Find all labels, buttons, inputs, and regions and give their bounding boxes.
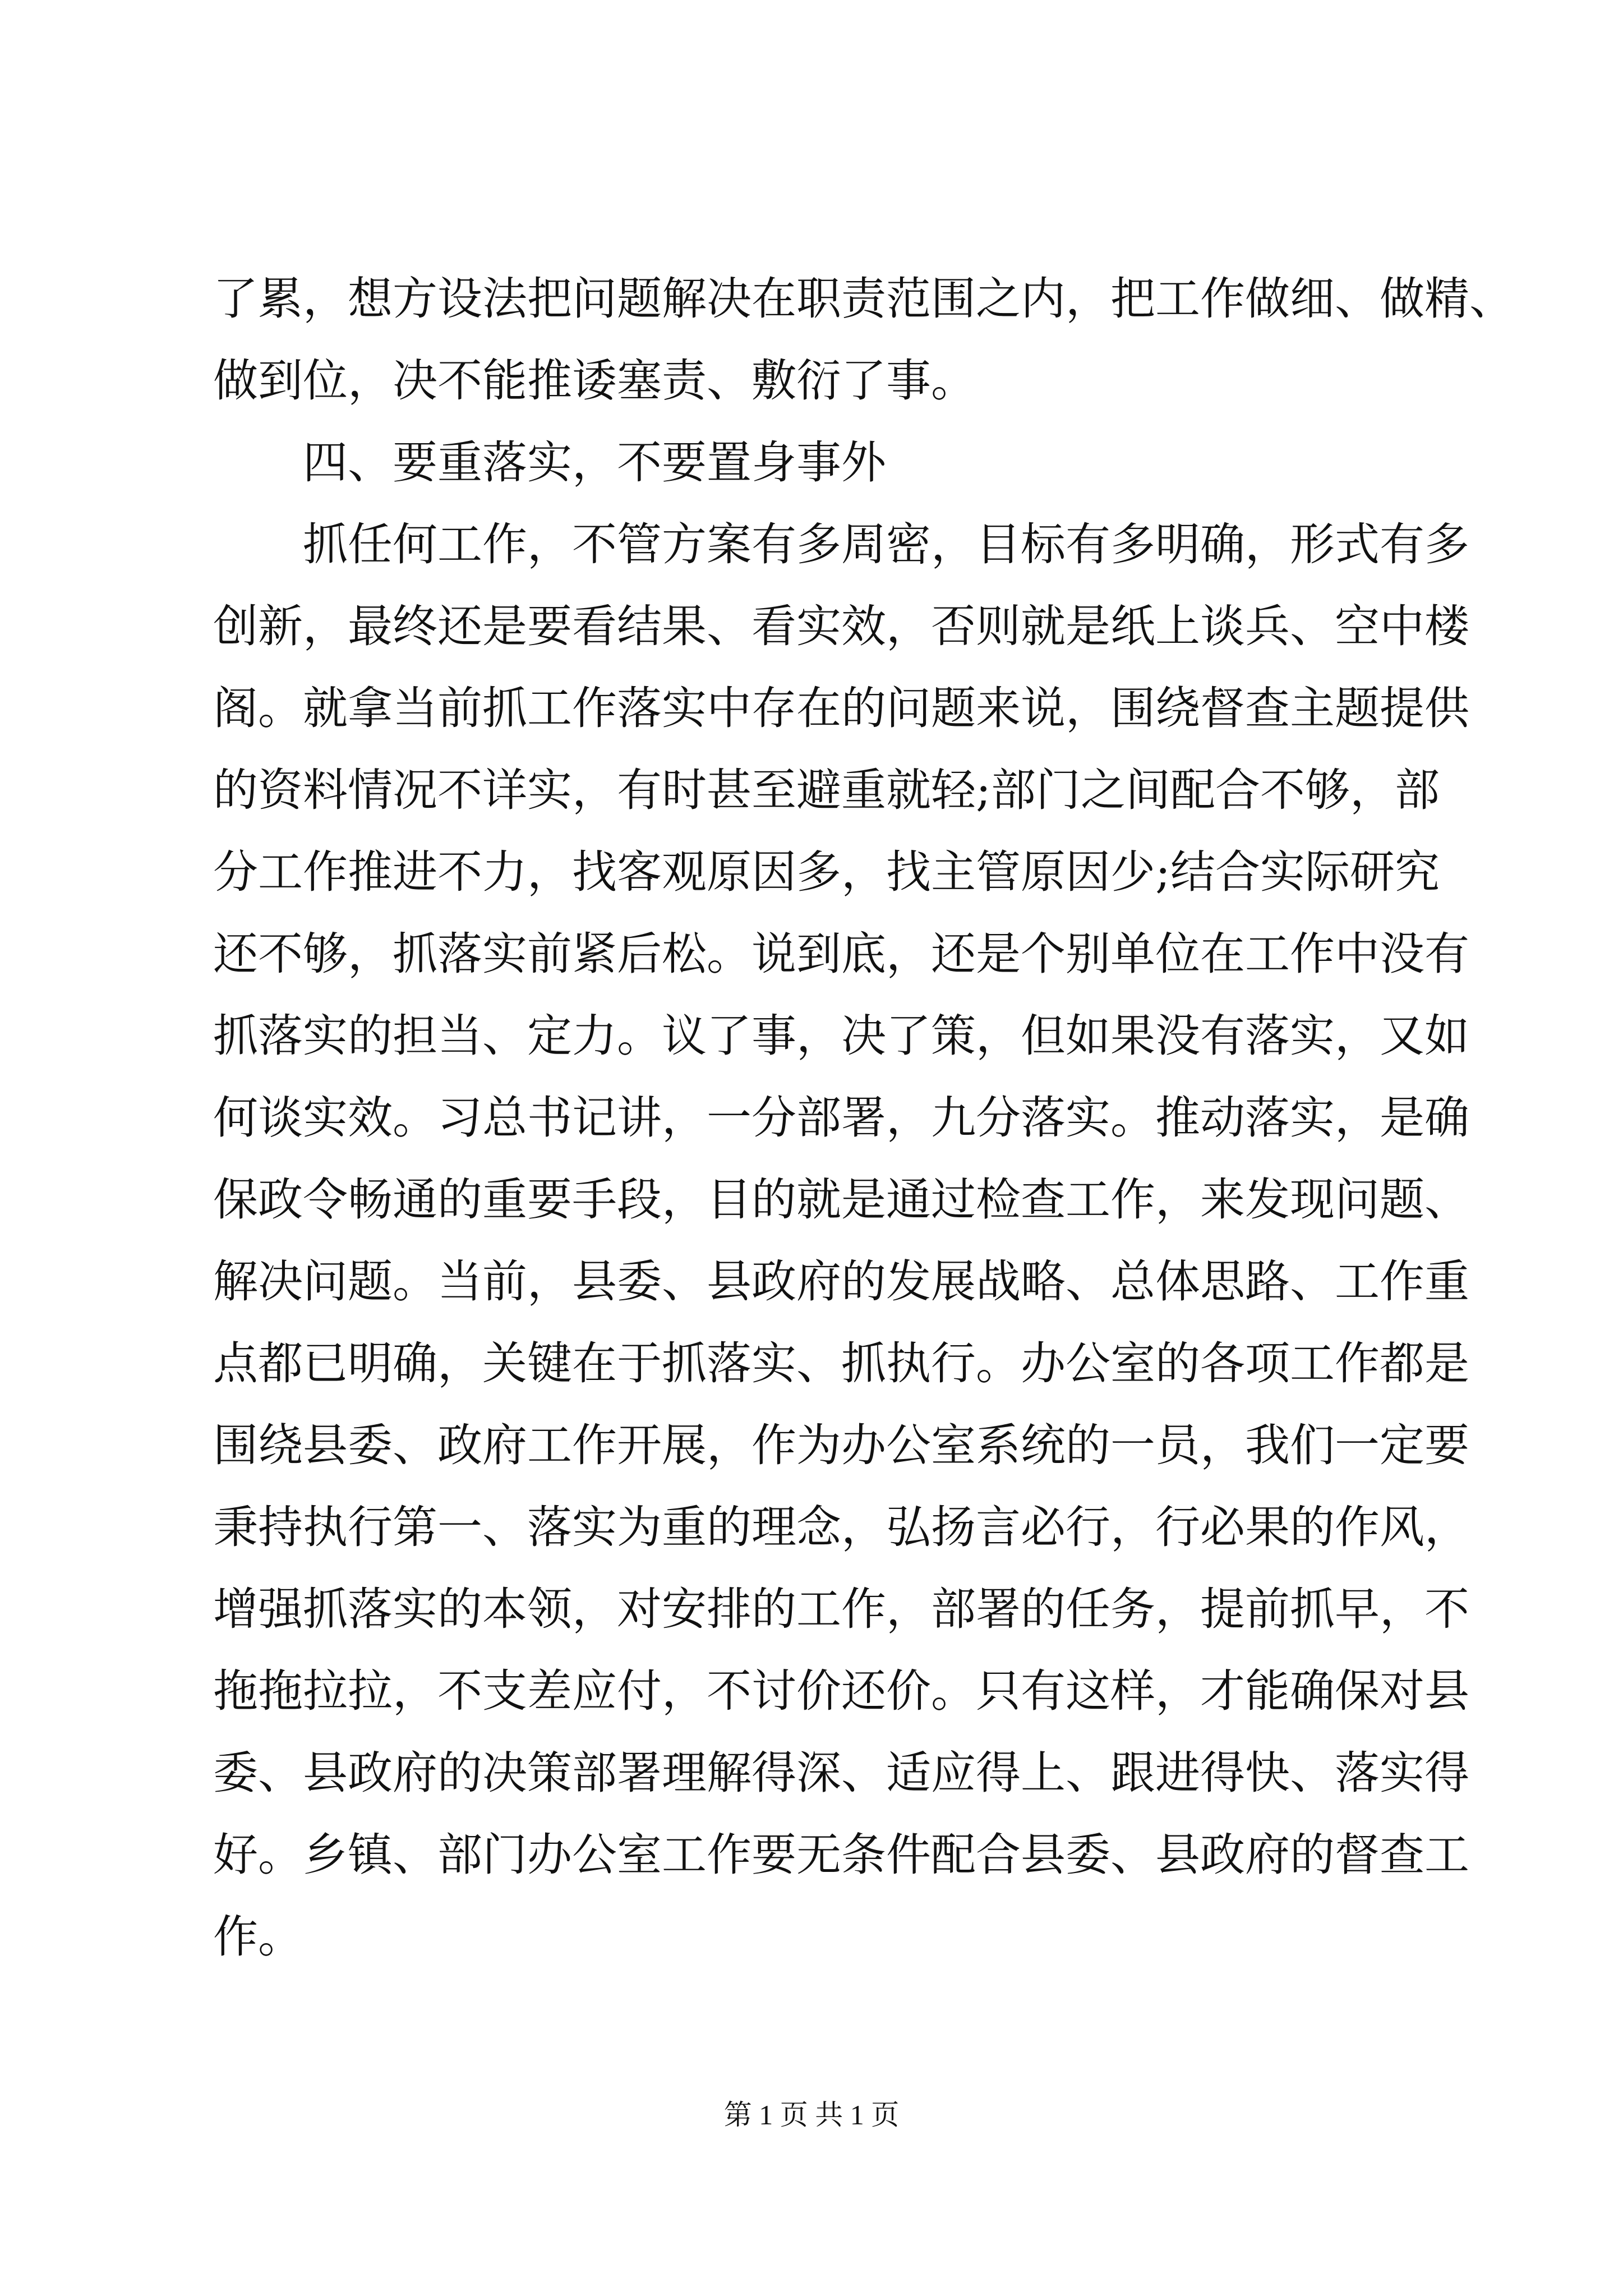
text-line: 抓落实的担当、定力。议了事，决了策，但如果没有落实，又如 — [213, 1010, 1469, 1062]
text-line: 拖拖拉拉，不支差应付，不讨价还价。只有这样，才能确保对县 — [213, 1665, 1469, 1717]
text-line: 何谈实效。习总书记讲，一分部署，九分落实。推动落实，是确 — [213, 1092, 1469, 1144]
section-heading: 四、要重落实，不要置身事外 — [303, 436, 886, 489]
text-line: 创新，最终还是要看结果、看实效，否则就是纸上谈兵、空中楼 — [213, 600, 1469, 652]
text-line: 保政令畅通的重要手段，目的就是通过检查工作，来发现问题、 — [213, 1174, 1469, 1226]
text-line: 还不够，抓落实前紧后松。说到底，还是个别单位在工作中没有 — [213, 928, 1469, 980]
text-line: 的资料情况不详实，有时甚至避重就轻;部门之间配合不够，部 — [213, 764, 1440, 816]
text-line: 围绕县委、政府工作开展，作为办公室系统的一员，我们一定要 — [213, 1419, 1469, 1471]
paragraph-first-line: 抓任何工作，不管方案有多周密，目标有多明确，形式有多 — [303, 518, 1469, 570]
text-line: 点都已明确，关键在于抓落实、抓执行。办公室的各项工作都是 — [213, 1337, 1469, 1389]
document-body — [213, 258, 1514, 1978]
text-line: 秉持执行第一、落实为重的理念，弘扬言必行，行必果的作风， — [213, 1501, 1469, 1553]
text-line: 增强抓落实的本领，对安排的工作，部署的任务，提前抓早，不 — [213, 1583, 1469, 1635]
text-line: 作。 — [213, 1911, 303, 1963]
text-line: 做到位，决不能推诿塞责、敷衍了事。 — [213, 355, 976, 407]
text-line: 了累，想方设法把问题解决在职责范围之内，把工作做细、做精、 — [213, 273, 1514, 325]
text-line: 好。乡镇、部门办公室工作要无条件配合县委、县政府的督查工 — [213, 1829, 1469, 1881]
text-line: 解决问题。当前，县委、县政府的发展战略、总体思路、工作重 — [213, 1255, 1469, 1308]
page-number-footer: 第 1 页 共 1 页 — [723, 2099, 900, 2131]
text-line: 阁。就拿当前抓工作落实中存在的问题来说，围绕督查主题提供 — [213, 682, 1469, 734]
text-line: 分工作推进不力，找客观原因多，找主管原因少;结合实际研究 — [213, 846, 1440, 898]
text-line: 委、县政府的决策部署理解得深、适应得上、跟进得快、落实得 — [213, 1747, 1469, 1799]
